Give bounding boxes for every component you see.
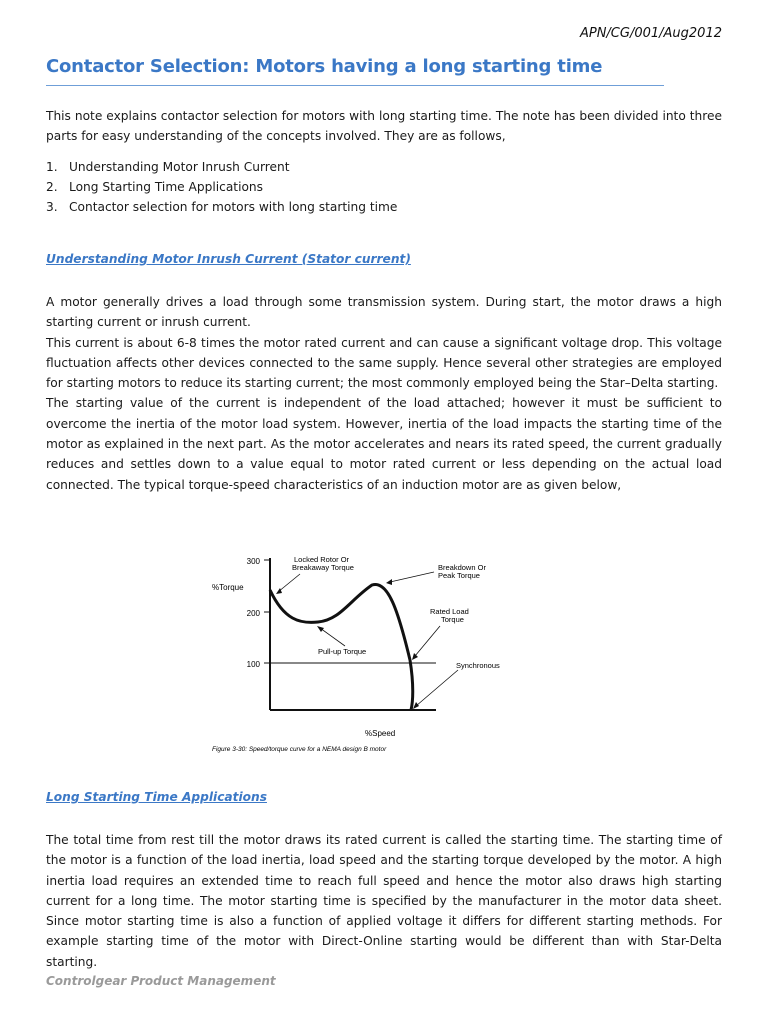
y-tick-label: 300 [246,557,260,566]
footer-text: Controlgear Product Management [46,974,276,988]
section-heading-inrush-current: Understanding Motor Inrush Current (Stator current) [46,252,411,266]
annotation-arrow [320,628,345,646]
annotation-arrow [415,626,440,656]
section-inrush-body [46,292,722,495]
annotation-locked-rotor: Breakaway Torque [292,563,354,572]
arrowhead [413,702,419,709]
document-reference: APN/CG/001/Aug2012 [579,26,722,41]
list-item: 2. Long Starting Time Applications [46,179,264,194]
annotation-arrow [278,574,300,592]
body-paragraph: This current is about 6-8 times the motor rated current and can cause a significant voltage drop. This voltage fluctuation affects other devices connected to the same supply. Hence several other strategies are employed for starting motors to reduce its starting current; the most commonly employed being the Star–Delta starting. [46,335,722,391]
annotation-arrow [416,670,458,706]
arrowhead [317,626,324,632]
annotation-rated-load: Torque [441,615,464,624]
annotation-arrow [390,572,434,582]
intro-paragraph: This note explains contactor selection for motors with long starting time. The note has been divided into three parts for easy understanding of the concepts involved. They are as follows, [46,109,722,144]
arrowhead [276,588,282,594]
body-paragraph: A motor generally drives a load through some transmission system. During start, the motor draws a high starting current or inrush current. [46,295,722,330]
annotation-synchronous: Synchronous [456,661,500,670]
list-item: 3. Contactor selection for motors with long starting time [46,199,398,214]
annotation-pull-up: Pull-up Torque [318,647,367,656]
annotation-locked-rotor: Locked Rotor Or [294,555,350,564]
intro-section [46,106,722,217]
x-axis-label: %Speed [365,729,396,738]
figure-caption: Figure 3-30: Speed/torque curve for a NEMA design B motor [212,746,387,753]
arrowhead [386,579,392,585]
y-tick-label: 200 [246,609,260,618]
body-paragraph: The total time from rest till the motor draws its rated current is called the starting time. The starting time of the motor is a function of the load inertia, load speed and the starting torque developed by the motor. A high inertia load requires an extended time to reach full speed and hence the motor also draws high starting current for a long time. The motor starting time is specified by the manufacturer in the motor data sheet. Since motor starting time is also a function of applied voltage it differs for different starting methods. For example starting time of the motor with Direct-Online starting would be different than with Star-Delta starting. [46,833,722,969]
y-tick-label: 100 [246,660,260,669]
y-axis-label: %Torque [212,583,244,592]
list-item: 1. Understanding Motor Inrush Current [46,159,290,174]
page-title: Contactor Selection: Motors having a long starting time [46,56,664,86]
section-heading-long-starting: Long Starting Time Applications [46,790,267,804]
torque-speed-chart [200,540,530,760]
section-long-starting-body [46,830,722,972]
annotation-rated-load: Rated Load [430,607,469,616]
body-paragraph: The starting value of the current is independent of the load attached; however it must be sufficient to overcome the inertia of the motor load system. However, inertia of the load impacts the starting time of the motor as explained in the next part. As the motor accelerates and nears its rated speed, the current gradually reduces and settles down to a value equal to motor rated current or less depending on the actual load connected. The typical torque-speed characteristics of an induction motor are as given below, [46,396,722,492]
annotation-breakdown: Breakdown Or [438,563,486,572]
torque-speed-figure [200,540,530,760]
contents-list [46,157,722,217]
annotation-breakdown: Peak Torque [438,571,480,580]
